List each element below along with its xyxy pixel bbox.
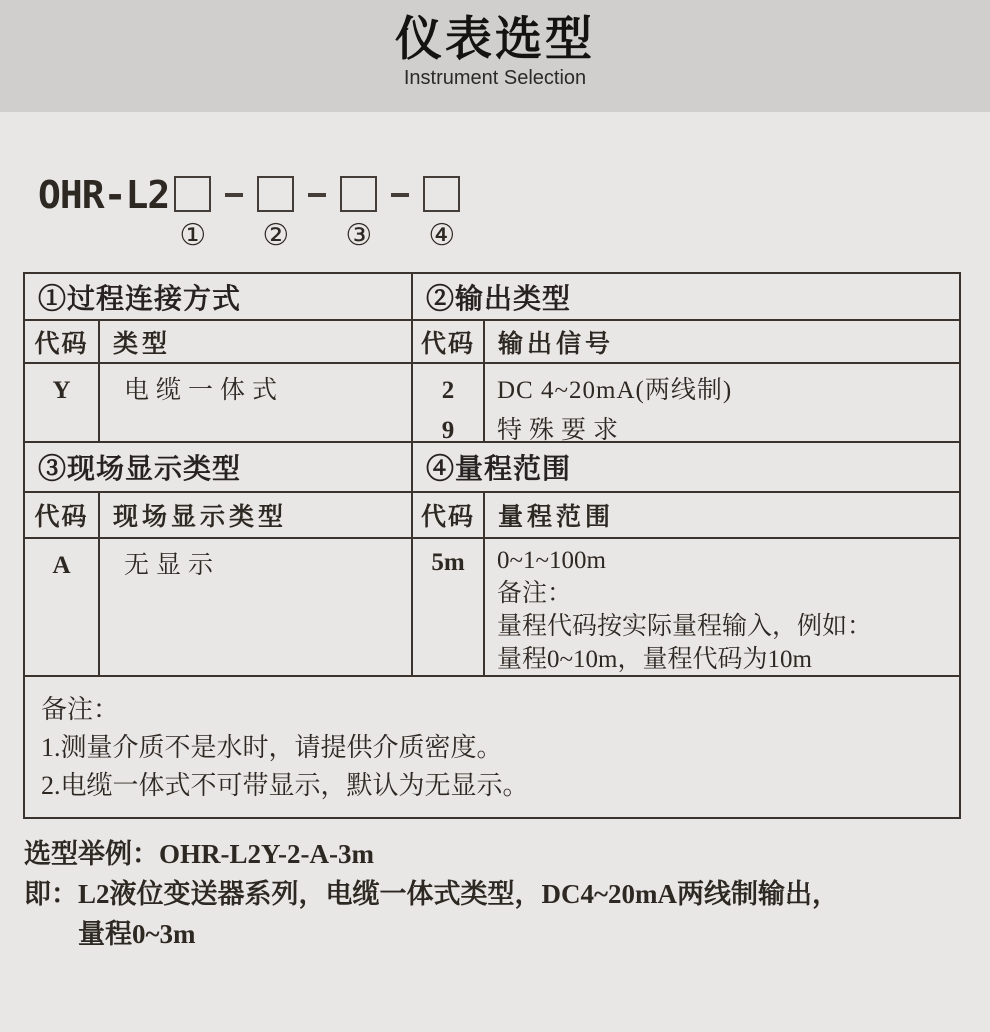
model-prefix: OHR-L2	[38, 173, 170, 217]
page-subtitle: Instrument Selection	[403, 67, 587, 89]
table-notes	[25, 677, 959, 817]
section-4-title: ④量程范围	[413, 443, 959, 493]
selection-example	[24, 834, 839, 954]
position-marker-2: ②	[262, 218, 290, 253]
position-marker-3: ③	[345, 218, 373, 253]
model-slot-4	[423, 176, 460, 251]
section-3-title: ③现场显示类型	[25, 443, 413, 493]
dash-separator-1	[225, 193, 243, 197]
section-3-row-code	[25, 539, 100, 677]
page-title: 仪表选型	[395, 12, 595, 65]
section-4-code-header: 代码	[413, 493, 485, 539]
range-line: 量程0~10m，量程代码为10m	[497, 646, 812, 673]
example-model: OHR-L2Y-2-A-3m	[159, 839, 374, 869]
range-line: 备注：	[497, 580, 573, 607]
model-slot-3	[340, 176, 377, 251]
section-2-code-header: 代码	[413, 321, 485, 364]
notes-title: 备注：	[41, 695, 120, 724]
dash-separator-3	[391, 193, 409, 197]
section-3-row-value	[100, 539, 413, 677]
section-4-row-value	[485, 539, 959, 677]
code-value: Y	[52, 377, 71, 404]
code-box-4	[423, 176, 460, 212]
section-1-value-header: 类型	[100, 321, 413, 364]
model-code-line	[38, 173, 460, 253]
model-slot-1	[174, 176, 211, 251]
section-1-title: ①过程连接方式	[25, 274, 413, 321]
range-line: 量程代码按实际量程输入，例如：	[497, 613, 873, 640]
header-band	[0, 0, 990, 112]
position-marker-1: ①	[179, 218, 207, 253]
display-type-value: 无显示	[124, 552, 221, 579]
code-box-3	[340, 176, 377, 212]
code-box-2	[257, 176, 294, 212]
code-value: A	[52, 552, 71, 579]
output-signal-value: DC 4~20mA(两线制)	[497, 377, 733, 404]
example-line-3: 量程0~3m	[78, 919, 196, 949]
section-2-title: ②输出类型	[413, 274, 959, 321]
notes-item: 1.测量介质不是水时，请提供介质密度。	[41, 733, 503, 762]
notes-item: 2.电缆一体式不可带显示，默认为无显示。	[41, 771, 529, 800]
code-value: 2	[441, 377, 455, 404]
section-3-code-header: 代码	[25, 493, 100, 539]
selection-table	[23, 272, 961, 819]
model-slot-2	[257, 176, 294, 251]
dash-separator-2	[308, 193, 326, 197]
type-value: 电缆一体式	[124, 377, 285, 404]
section-4-row-code	[413, 539, 485, 677]
range-line: 0~1~100m	[497, 547, 606, 574]
section-1-code-header: 代码	[25, 321, 100, 364]
example-line-1	[24, 834, 839, 874]
section-2-row-values	[485, 364, 959, 443]
code-box-1	[174, 176, 211, 212]
position-marker-4: ④	[428, 218, 456, 253]
section-3-value-header: 现场显示类型	[100, 493, 413, 539]
code-value: 9	[441, 417, 455, 443]
example-label: 选型举例：	[24, 839, 159, 869]
section-4-value-header: 量程范围	[485, 493, 959, 539]
output-signal-value: 特殊要求	[497, 417, 626, 443]
section-2-value-header: 输出信号	[485, 321, 959, 364]
section-1-row-code	[25, 364, 100, 443]
code-value: 5m	[431, 549, 465, 576]
section-1-row-value	[100, 364, 413, 443]
section-2-row-codes	[413, 364, 485, 443]
example-line-2: 即：L2液位变送器系列，电缆一体式类型，DC4~20mA两线制输出，	[24, 879, 840, 909]
